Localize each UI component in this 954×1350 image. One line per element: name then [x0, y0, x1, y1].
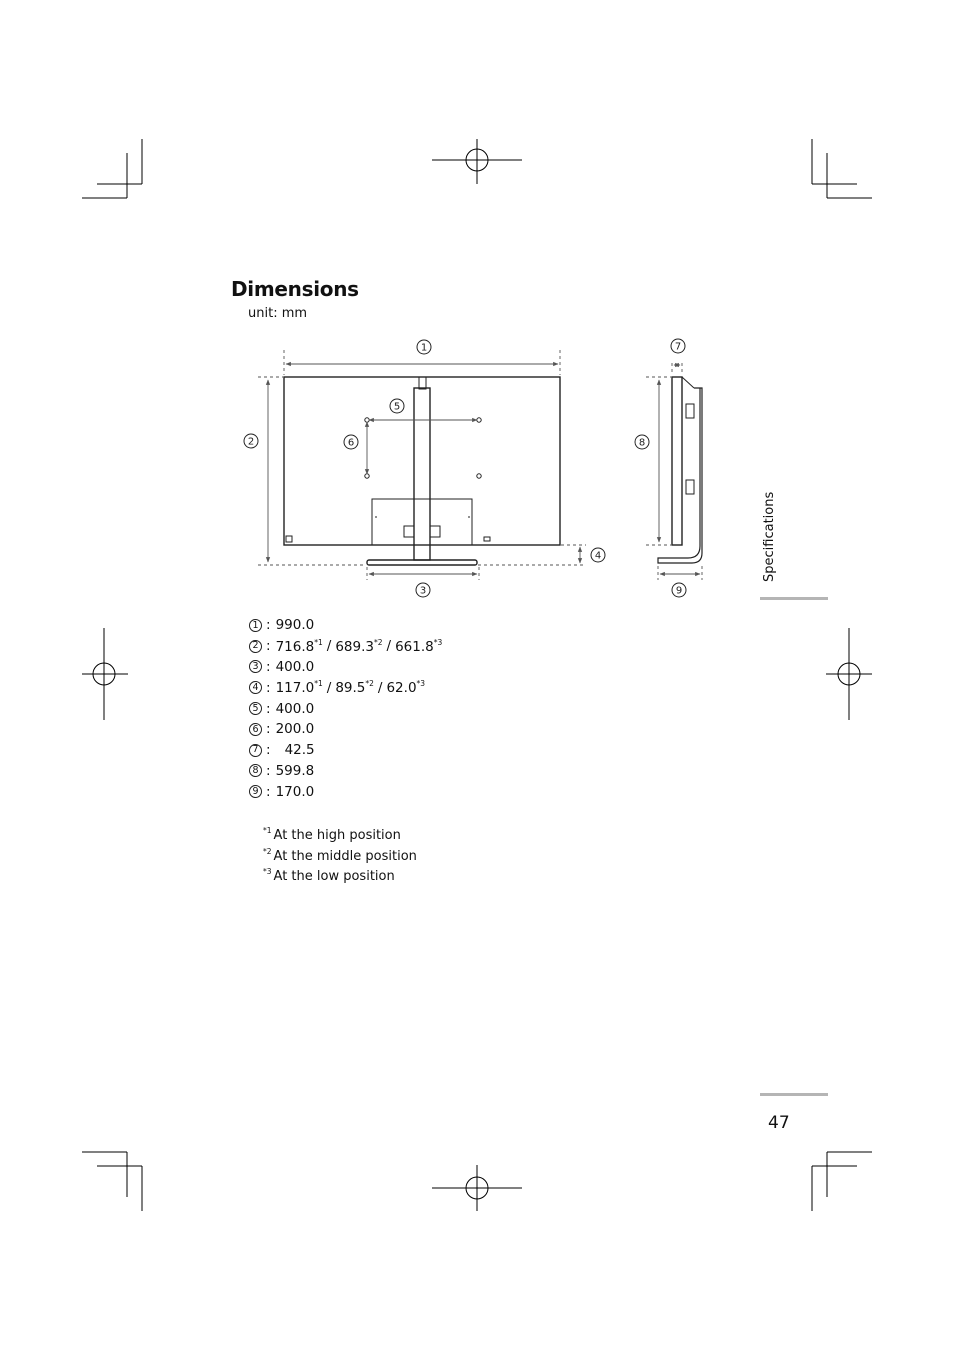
vesa-hole	[365, 474, 369, 478]
registration-mark-left	[82, 628, 128, 720]
side-stand	[658, 388, 702, 563]
svg-text:3: 3	[419, 585, 427, 597]
svg-text:1: 1	[420, 342, 428, 354]
spec-value: 42.5	[284, 742, 315, 759]
page-title: Dimensions	[231, 277, 359, 301]
page-number: 47	[768, 1113, 790, 1133]
spec-value: 400.0	[275, 658, 315, 675]
spec-row: 5 : 400.0	[249, 698, 442, 719]
spec-value: 400.0	[275, 700, 315, 717]
spec-row: 9 : 170.0	[249, 781, 442, 802]
spec-row: 2 : 716.8$^{*1}$ / 689.3$^{*2}$ / 661.8$^{*3}$	[249, 636, 442, 657]
monitor-panel	[284, 377, 560, 545]
callout-5	[390, 399, 404, 413]
svg-text:6: 6	[347, 437, 355, 449]
registration-mark-top	[432, 139, 522, 184]
callout-8	[635, 435, 649, 449]
callout-9	[672, 583, 686, 597]
callout-4	[591, 548, 605, 562]
spec-row: 4 : 117.0$^{*1}$ / 89.5$^{*2}$ / 62.0$^{*3}$	[249, 677, 442, 698]
svg-text:7: 7	[674, 341, 682, 353]
crop-mark-bottom-left	[82, 1152, 142, 1211]
crop-mark-top-right	[812, 139, 872, 198]
spec-number: 8	[249, 764, 262, 777]
unit-label: unit: mm	[248, 306, 308, 321]
spec-number: 7	[249, 744, 262, 757]
side-hinge-lower	[686, 480, 694, 494]
connector-port-right	[430, 526, 440, 537]
spec-value: 990.0	[275, 617, 315, 634]
spec-value: 62.0$^{*3}$	[386, 679, 426, 697]
spec-row: 7 : 42.5	[249, 740, 442, 761]
footnotes	[263, 826, 417, 888]
spec-number: 9	[249, 785, 262, 798]
spec-value: 200.0	[275, 721, 315, 738]
footnote: $^{*3}$ At the low position	[263, 867, 395, 885]
spec-row: 6 : 200.0	[249, 719, 442, 740]
spec-number: 3	[249, 660, 262, 673]
side-panel	[672, 377, 682, 545]
callout-6	[344, 435, 358, 449]
footnote: $^{*2}$ At the middle position	[263, 846, 417, 864]
section-tab-label: Specifications	[762, 491, 777, 582]
monitor-front-view	[284, 377, 560, 565]
stand-column	[414, 388, 430, 560]
spec-number: 4	[249, 681, 262, 694]
spec-value: 661.8$^{*3}$	[395, 637, 443, 655]
spec-number: 2	[249, 640, 262, 653]
spec-row: 1 : 990.0	[249, 615, 442, 636]
callout-7	[671, 339, 685, 353]
side-hinge-upper	[686, 404, 694, 418]
svg-text:8: 8	[638, 437, 646, 449]
dimension-values-list	[249, 615, 442, 802]
crop-mark-bottom-right	[812, 1152, 872, 1211]
rear-cover	[372, 499, 472, 545]
callout-3	[416, 583, 430, 597]
spec-value: 689.3$^{*2}$	[335, 637, 383, 655]
vesa-hole	[477, 418, 481, 422]
spec-row: 8 : 599.8	[249, 761, 442, 782]
svg-text:2: 2	[247, 436, 255, 448]
stand-neck-top	[419, 377, 426, 389]
spec-value: 89.5$^{*2}$	[335, 679, 374, 697]
spec-value: 117.0$^{*1}$	[275, 679, 323, 697]
callout-2	[244, 434, 258, 448]
svg-text:4: 4	[594, 550, 602, 562]
spec-value: 170.0	[275, 783, 315, 800]
footnote: $^{*1}$ At the high position	[263, 826, 401, 843]
spec-value: 716.8$^{*1}$	[275, 637, 323, 655]
registration-mark-right	[826, 628, 872, 720]
dimension-drawing	[236, 330, 716, 605]
registration-mark-bottom	[432, 1165, 522, 1211]
footer-divider	[760, 1093, 828, 1096]
spec-row: 3 : 400.0	[249, 657, 442, 678]
connector-port-left	[404, 526, 414, 537]
callout-1	[417, 340, 431, 354]
indicator	[484, 537, 490, 541]
svg-text:9: 9	[675, 585, 683, 597]
svg-text:5: 5	[393, 401, 401, 413]
spec-value: 599.8	[275, 762, 315, 779]
spec-number: 1	[249, 619, 262, 632]
monitor-side-view	[658, 377, 702, 563]
spec-number: 5	[249, 702, 262, 715]
section-divider	[760, 597, 828, 600]
power-switch	[286, 536, 292, 542]
stand-base	[367, 560, 477, 565]
vesa-hole	[477, 474, 481, 478]
spec-number: 6	[249, 723, 262, 736]
vesa-hole	[365, 418, 369, 422]
crop-mark-top-left	[82, 139, 142, 198]
